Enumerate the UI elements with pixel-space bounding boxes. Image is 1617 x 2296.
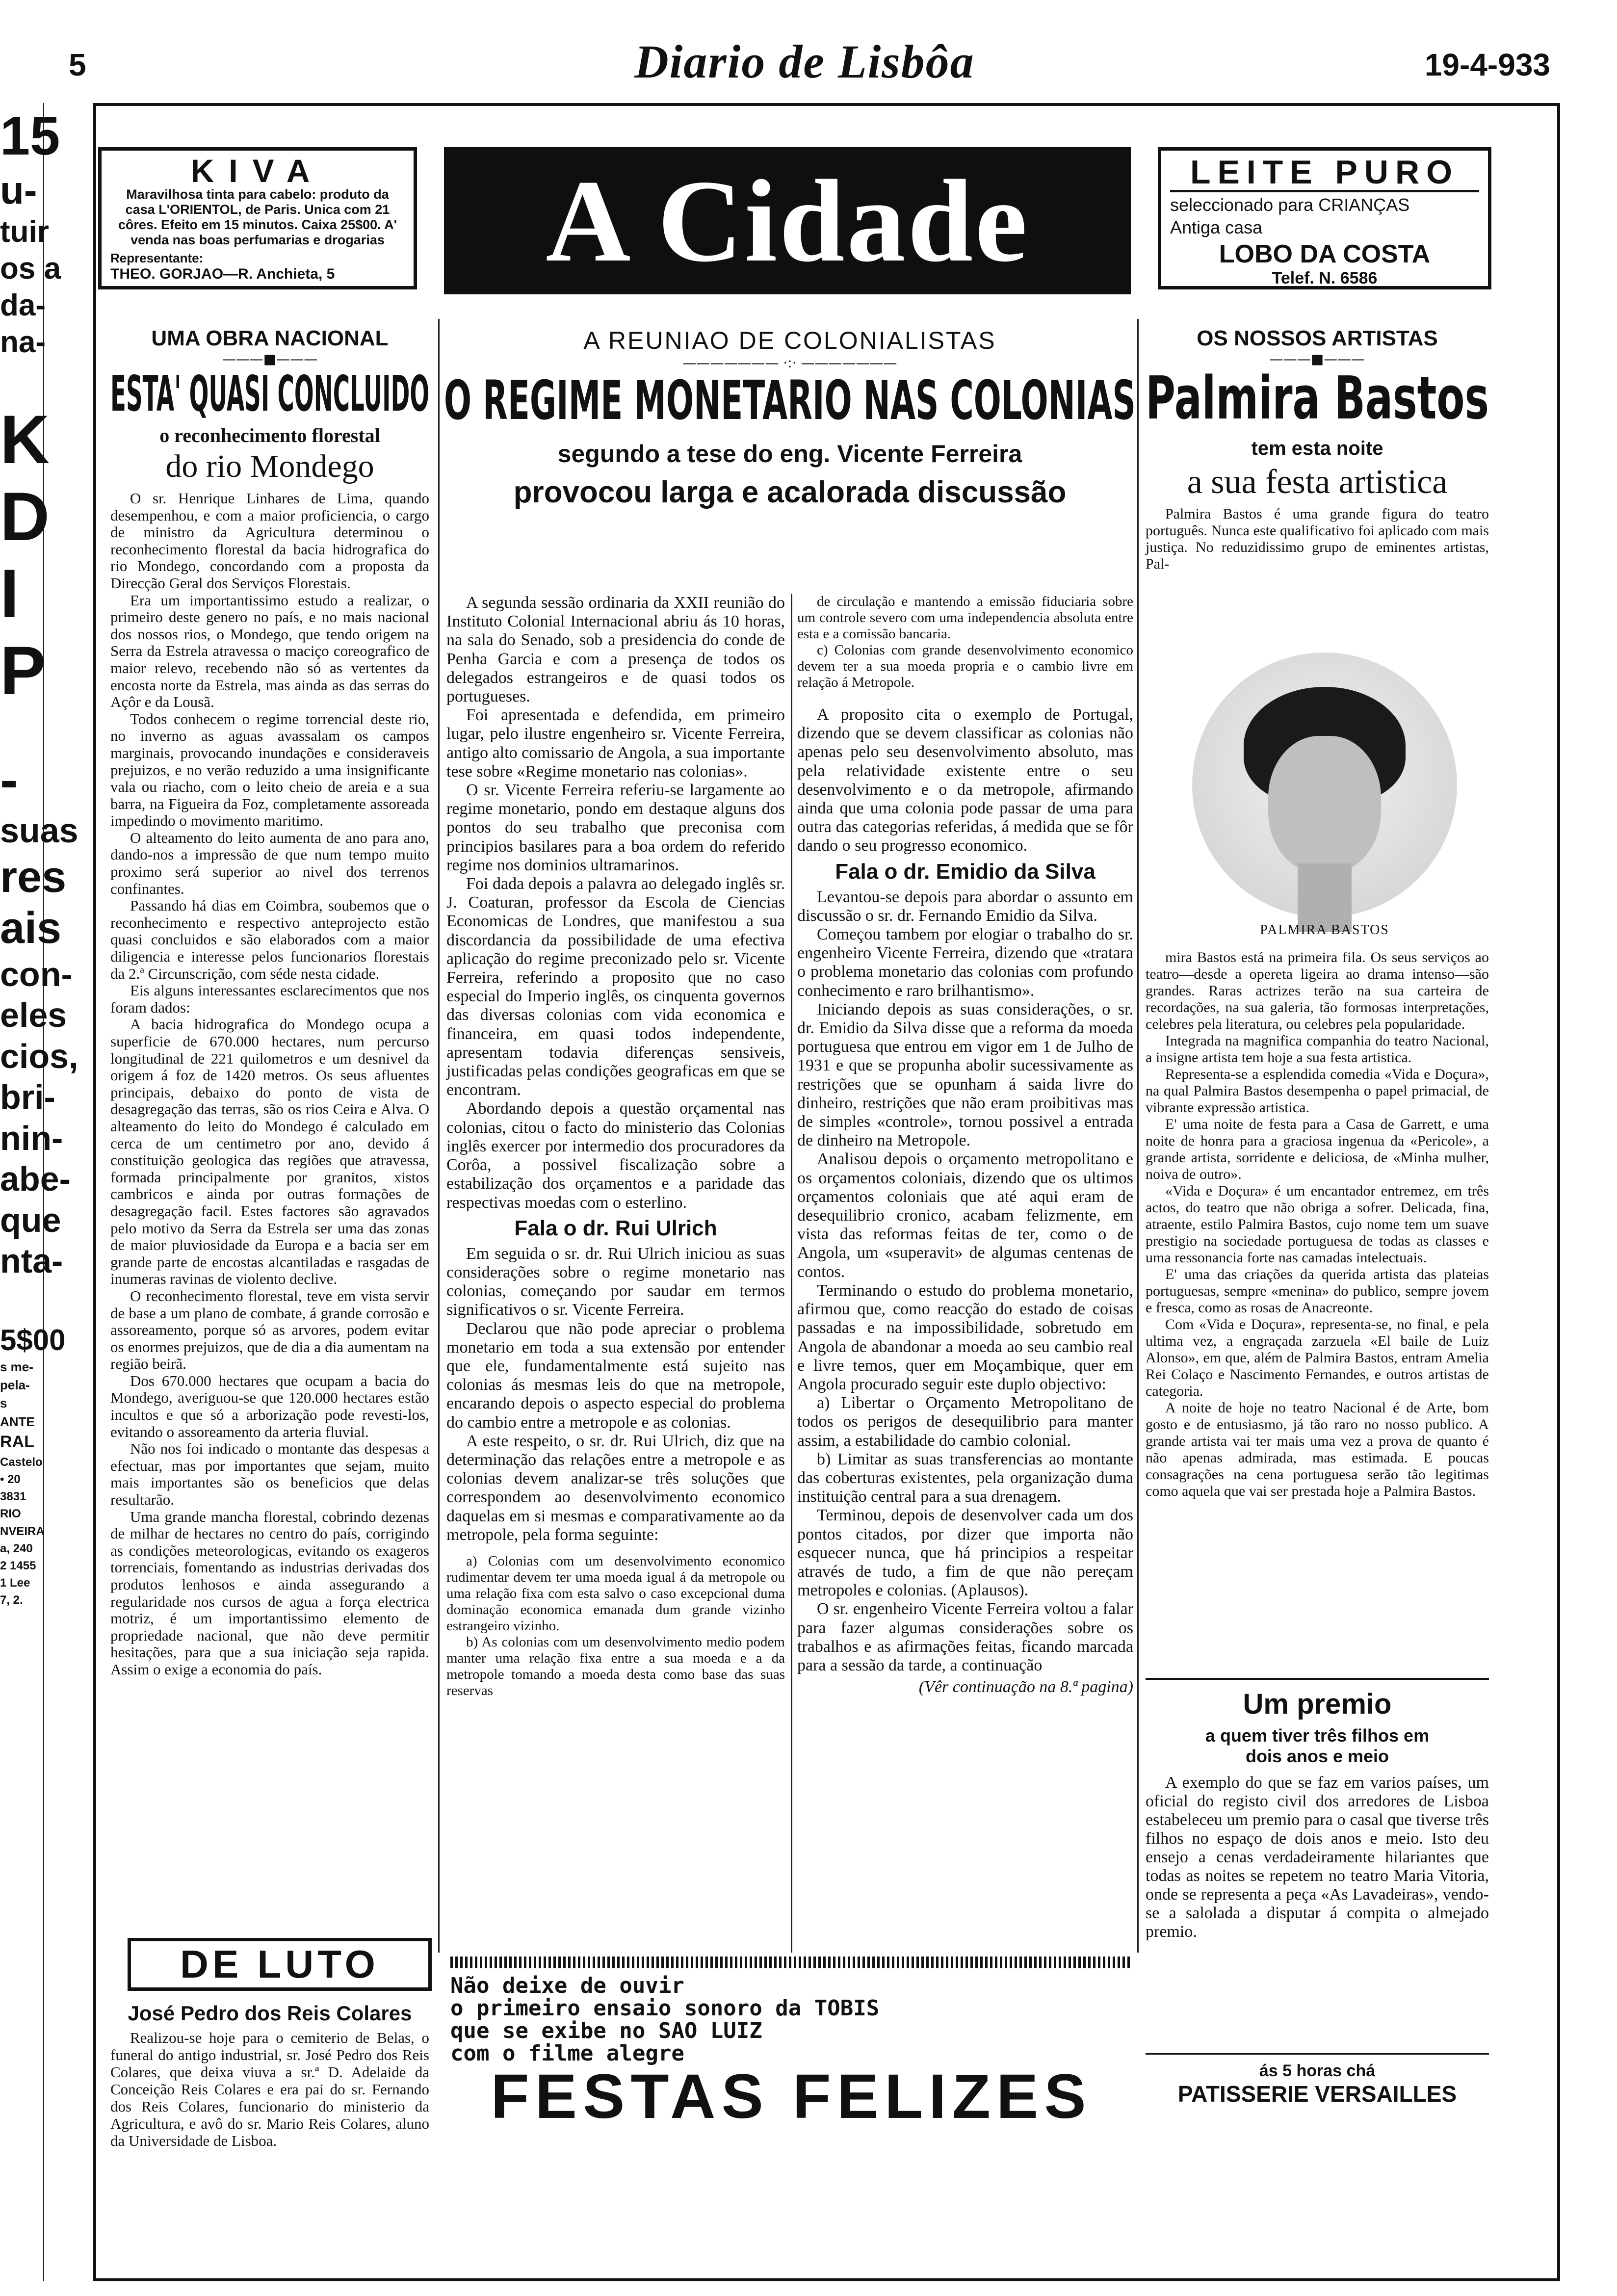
paragraph: Levantou-se depois para abordar o assunto em discussão o sr. dr. Fernando Emidio da Silva. bbox=[797, 887, 1133, 925]
col1-article bbox=[110, 326, 429, 1678]
paragraph: A segunda sessão ordinaria da XXII reunião do Instituto Colonial Internacional abriu ás 10 horas, na sala do Senado, sob a presidencia do conde de Penha Garcia e com a presença de todos os delegados estrangeiros e de quasi todos os portugueses. bbox=[446, 594, 785, 706]
strip-fragment: u- bbox=[0, 168, 37, 212]
paragraph: A bacia hidrografica do Mondego ocupa a superficie de 670.000 hectares, num percurso longitudinal de 221 quilometros e um desnivel da origem á foz de 1420 metros. Os seus afluentes principais, debaixo do ponto de vista de desagregação das terras, são os rios Ceira e Alva. O alteamento do leito do Mondego é calculado em cerca de um centimetro por ano, devido á constituição geologica das regiões que atravessa, formada principalmente por granitos, xistos cambricos e ainda por outras formações de desagregação facil. Estes factores são agravados pelo motivo da Serra da Estrela ser uma das zonas de maior pluviosidade da Europa e a bacia ser em grande parte de encostas alcantiladas e rasgadas de inumeras ravinas de violento declive. bbox=[110, 1016, 429, 1288]
leite-puro-ad bbox=[1158, 147, 1491, 289]
strip-fragment: abe- bbox=[0, 1160, 71, 1199]
paragraph: A noite de hoje no teatro Nacional é de Arte, bom gosto e de entusiasmo, já tão raro no nosso publico. A grande artista vai ter mais uma vez a prova de quanto é não apenas admirada, mas estimada. E poucas consagrações na cena portuguesa serão tão legitimas como aquela que vai ser prestada hoje a Palmira Bastos. bbox=[1146, 1400, 1489, 1499]
premio-title: Um premio bbox=[1243, 1688, 1392, 1720]
tobis-line: Não deixe de ouvir bbox=[450, 1973, 684, 1998]
premio-article bbox=[1146, 1678, 1489, 1941]
tobis-line: o primeiro ensaio sonoro da TOBIS bbox=[450, 1996, 880, 2021]
strip-fragment: - bbox=[0, 749, 18, 810]
tobis-ad bbox=[450, 1975, 1132, 2065]
paragraph: Passando há dias em Coimbra, soubemos que o reconhecimento e respectivo anteprojecto estão quasi concluidos e são elaborados com a maior diligencia e interesse pelos funcionarios florestais da 2.ª Circunscrição, com séde nesta cidade. bbox=[110, 897, 429, 982]
strip-fragment: I bbox=[0, 554, 19, 632]
strip-fragment: Castelo bbox=[0, 1455, 43, 1469]
col4-headline: Palmira Bastos bbox=[1146, 365, 1489, 433]
kiva-rep-label: Representante: bbox=[110, 251, 204, 265]
kiva-representative: THEO. GORJAO—R. Anchieta, 5 bbox=[110, 266, 335, 282]
paragraph: mira Bastos está na primeira fila. Os seus serviços ao teatro—desde a opereta ligeira ao drama intenso—são grandes. Raras actrizes terão na sua carteira de recordações, na sua galeria, tão formosas interpretações, celebres pela literatura, ou celebres pela popularidade. bbox=[1146, 949, 1489, 1032]
strip-fragment: D bbox=[0, 477, 50, 555]
strip-fragment: RIO bbox=[0, 1507, 21, 1521]
paragraph: Palmira Bastos é uma grande figura do teatro português. Nunca este qualificativo foi aplicado com mais justiça. No reduzidissimo grupo de eminentes artistas, Pal- bbox=[1146, 506, 1489, 572]
col1-subhead-large: do rio Mondego bbox=[165, 448, 374, 484]
paragraph: Era um importantissimo estudo a realizar, o primeiro deste genero no país, e no mais nacional dos nossos rios, o Mondego, que tendo origem na Serra da Estrela atravessa o maciço coreografico de maior relevo, recebendo não só as vertentes da encosta norte da Estrela, mas ainda as das serras do Açôr e da Lousã. bbox=[110, 591, 429, 711]
paragraph: Com «Vida e Doçura», representa-se, no final, e pela ultima vez, a engraçada zarzuela «El baile de Luiz Alonso», em que, além de Palmira Bastos, entram Amelia Rei Colaço e Nascimento Fernandes, e outros artistas de categoria. bbox=[1146, 1316, 1489, 1399]
strip-fragment: 3831 bbox=[0, 1490, 26, 1504]
strip-fragment: 7, 2. bbox=[0, 1593, 23, 1607]
col2-subhead-large: provocou larga e acalorada discussão bbox=[513, 475, 1067, 509]
paragraph: de circulação e mantendo a emissão fiduciaria sobre um controle severo com uma independencia absoluta entre esta e a comissão bancaria. bbox=[797, 594, 1133, 642]
adjacent-page-strip bbox=[0, 103, 78, 2281]
paragraph: Declarou que não pode apreciar o problema monetario em toda a sua extensão por entender que ele, fundamentalmente está sujeito nas colonias ás mesmas leis do que na metropole, encarando depois o aspecto especial do problema do cambio entre a metropole e as colonias. bbox=[446, 1319, 785, 1432]
strip-fragment: tuir bbox=[0, 214, 49, 249]
col4-article bbox=[1146, 326, 1489, 573]
strip-fragment: na- bbox=[0, 325, 46, 359]
col2-header bbox=[444, 326, 1136, 510]
strip-fragment: 1 Lee bbox=[0, 1576, 30, 1590]
leite-phone: Telef. N. 6586 bbox=[1272, 269, 1378, 287]
paragraph: O alteamento do leito aumenta de ano para ano, dando-nos a impressão de que num tempo muito proximo será superior ao nivel dos terrenos confinantes. bbox=[110, 829, 429, 897]
tobis-line: com o filme alegre bbox=[450, 2041, 684, 2066]
strip-fragment: da- bbox=[0, 288, 46, 322]
paragraph: A proposito cita o exemplo de Portugal, dizendo que se devem classificar as colonias não apenas pelo seu desenvolvimento absoluto, mas pela relatividade existente entre o seu desenvolvimento e o da metropole, afirmando ainda que uma colonia pode passar de uma para outra das categorias referidas, á medida que se fôr dando o seu progresso economico. bbox=[797, 705, 1133, 855]
premio-subhead-2: dois anos e meio bbox=[1245, 1746, 1389, 1766]
paragraph: a) Colonias com um desenvolvimento economico rudimentar devem ter uma moeda igual á da metropole ou uma relação fixa com esta salvo o caso excepcional duma dominação economica emanada dum grande vizinho estrangeiro vizinho. bbox=[446, 1553, 785, 1634]
paragraph: Em seguida o sr. dr. Rui Ulrich iniciou as suas considerações sobre o regime monetario nas colonias, começando por saudar em termos significativos o sr. Vicente Ferreira. bbox=[446, 1244, 785, 1319]
col1-headline: ESTA' QUASI CONCLUIDO bbox=[110, 365, 430, 422]
paragraph: a) Libertar o Orçamento Metropolitano de todos os perigos de desequilibrio para manter assim, a estabilidade do cambio colonial. bbox=[797, 1394, 1133, 1450]
col3-section-heading: Fala o dr. Emidio da Silva bbox=[835, 859, 1095, 884]
patisserie-line: ás 5 horas chá bbox=[1259, 2061, 1376, 2080]
paragraph: Terminando o estudo do problema monetario, afirmou que, como reacção do estado de coisas passadas e na impossibilidade, sobretudo em Angola de abandonar a moeda ao seu cambio real e livre temos, quer em Moçambique, quer em Angola procurado seguir este duplo objectivo: bbox=[797, 1281, 1133, 1393]
patisserie-ad bbox=[1146, 2053, 1489, 2107]
strip-fragment: P bbox=[0, 631, 46, 709]
strip-fragment: eles bbox=[0, 996, 67, 1035]
col4-subhead: tem esta noite bbox=[1251, 438, 1383, 459]
strip-fragment: suas bbox=[0, 811, 78, 850]
strip-fragment: con- bbox=[0, 955, 73, 993]
col2-headline: O REGIME MONETARIO NAS COLONIAS bbox=[444, 369, 1136, 432]
col4-subhead-large: a sua festa artistica bbox=[1187, 463, 1448, 501]
strip-fragment bbox=[0, 726, 43, 747]
col4-intro bbox=[1146, 506, 1489, 573]
col1-kicker: UMA OBRA NACIONAL bbox=[151, 326, 389, 350]
strip-fragment: bri- bbox=[0, 1078, 55, 1117]
paragraph: O sr. Vicente Ferreira referiu-se largamente ao regime monetario, pondo em destaque alguns dos pontos do seu trabalho que preconisa com principios basilares para a boa ordem do referido regime nos dominios ultramarinos. bbox=[446, 781, 785, 874]
paragraph: Eis alguns interessantes esclarecimentos que nos foram dados: bbox=[110, 982, 429, 1016]
portrait-photo bbox=[1192, 652, 1457, 917]
paragraph: c) Colonias com grande desenvolvimento economico devem ter a sua moeda propria e o cambio livre em relação á Metropole. bbox=[797, 642, 1133, 690]
obituary bbox=[110, 2002, 429, 2149]
paragraph: E' uma das criações da querida artista das plateias portuguesas, sempre «menina» do publico, sempre jovem e fresca, como as rosas de Anacreonte. bbox=[1146, 1266, 1489, 1316]
continuation-note: (Vêr continuação na 8.ª pagina) bbox=[918, 1678, 1133, 1696]
col2-body bbox=[446, 594, 785, 1699]
premio-subhead: a quem tiver três filhos em bbox=[1205, 1725, 1430, 1746]
paragraph: Representa-se a esplendida comedia «Vida e Doçura», na qual Palmira Bastos desempenha o papel primacial, de vibrante expressão artistica. bbox=[1146, 1066, 1489, 1116]
festas-felizes-title: FESTAS FELIZES bbox=[491, 2061, 1092, 2132]
obituary-text bbox=[110, 2029, 429, 2149]
strip-fragment: os a bbox=[0, 251, 61, 286]
paragraph: Terminou, depois de desenvolver cada um dos pontos citados, por dizer que importa não esquecer nunca, que há principios a respeitar através de tudo, a fim de que não pereçam metropoles e colonias. (Aplausos). bbox=[797, 1506, 1133, 1600]
a-cidade-ad bbox=[444, 147, 1131, 294]
strip-fragment: 15 bbox=[0, 106, 60, 166]
kiva-description: Maravilhosa tinta para cabelo: produto da casa L'ORIENTOL, de Paris. Unica com 21 côres. Efeito em 15 minutos. Caixa 25$00. A' venda nas boas perfumarias e drogarias bbox=[118, 187, 397, 247]
leite-line1: seleccionado para CRIANÇAS bbox=[1170, 195, 1410, 215]
patisserie-name: PATISSERIE VERSAILLES bbox=[1177, 2081, 1457, 2107]
strip-fragment: NVEIRA bbox=[0, 1524, 45, 1538]
paragraph: O reconhecimento florestal, teve em vista servir de base a um plano de combate, á grande corrosão e assoreamento, porque só as arvores, podem evitar os enormes prejuizos, que de dia a dia aumentam na região beirã. bbox=[110, 1287, 429, 1373]
a-cidade-title: A Cidade bbox=[546, 156, 1029, 286]
paragraph: Foi apresentada e defendida, em primeiro lugar, pelo ilustre engenheiro sr. Vicente Ferreira, antigo alto comissario de Angola, a sua importante tese sobre «Regime monetario nas colonias». bbox=[446, 706, 785, 781]
paragraph: A exemplo do que se faz em varios países, um oficial do registo civil dos arredores de Lisboa estabeleceu um premio para o casal que tiverse três filhos no espaço de dois anos e meio. Isto deu ensejo a cenas verdadeiramente hilariantes que todas as noites se repetem no teatro Maria Vitoria, onde se representa a peça «As Lavadeiras», vendo-se a salolada a disputar á compita o almejado premio. bbox=[1146, 1774, 1489, 1941]
strip-fragment: res bbox=[0, 852, 67, 902]
column-rule bbox=[1137, 319, 1139, 1953]
paragraph: Integrada na magnifica companhia do teatro Nacional, a insigne artista tem hoje a sua festa artistica. bbox=[1146, 1033, 1489, 1066]
strip-fragment: pela- bbox=[0, 1378, 30, 1393]
strip-fragment: ais bbox=[0, 904, 62, 953]
strip-fragment: K bbox=[0, 400, 50, 478]
paragraph: Foi dada depois a palavra ao delegado inglês sr. J. Coaturan, professor da Escola de Ciencias Economicas de Londres, que manifestou a sua discordancia da possibilidade de uma efectiva aplicação do regime preconizado pelo sr. Vicente Ferreira, referindo a proposito que no caso especial do Imperio inglês, os cinquenta governos das diversas colonias com vida economica e financeira, em quasi todos independente, apresentam todavia diferenças sensiveis, justificadas pelas condições geograficas em que se encontram. bbox=[446, 875, 785, 1099]
paragraph: Iniciando depois as suas considerações, o sr. dr. Emidio da Silva disse que a reforma da moeda portuguesa que entrou em vigor em 1 de Julho de 1931 e que se propunha abolir sucessivamente as restrições que se opunham á saida livre do dinheiro, restrições que não eram proibitivas mas de simples «controle», tornou possivel a entrada de dinheiro na Metropole. bbox=[797, 1000, 1133, 1150]
strip-fragment: nta- bbox=[0, 1242, 63, 1280]
strip-fragment: • 20 bbox=[0, 1472, 21, 1486]
col4-body bbox=[1146, 949, 1489, 1500]
paragraph: E' uma noite de festa para a Casa de Garrett, e uma noite de honra para a graciosa ingenua da «Pericole», a grande artista, sorridente e deliciosa, de «Minha mulher, noiva de outro». bbox=[1146, 1116, 1489, 1182]
paragraph: Dos 670.000 hectares que ocupam a bacia do Mondego, averiguou-se que 120.000 hectares estão incultos e que só a arborização pode revesti-los, evitando o assoreamento da arteria fluvial. bbox=[110, 1372, 429, 1440]
leite-line2: Antiga casa bbox=[1170, 217, 1263, 237]
paragraph: b) Limitar as suas transferencias ao montante das coberturas existentes, pela organização duma instituição central para a sua drenagem. bbox=[797, 1450, 1133, 1506]
paragraph: Não nos foi indicado o montante das despesas a efectuar, mas por importantes que sejam, muito mais importantes são os beneficios que delas resultarão. bbox=[110, 1440, 429, 1509]
paragraph: A este respeito, o sr. dr. Rui Ulrich, diz que na determinação das relações entre a metropole e as colonias devem analizar-se três soluções que correspondem ao desenvolvimento economico daquelas em si mesmas e comparativamente ao da metropole, pela forma seguinte: bbox=[446, 1432, 785, 1544]
tobis-line: que se exibe no SAO LUIZ bbox=[450, 2018, 762, 2043]
ornament: ———■——— bbox=[1269, 351, 1365, 367]
ornament: ——————— ·:· ——————— bbox=[682, 355, 897, 371]
paragraph: Começou tambem por elogiar o trabalho do sr. engenheiro Vicente Ferreira, dizendo que «tratara o problema monetario das colonias com profundo conhecimento e raro brilhantismo». bbox=[797, 925, 1133, 1000]
paragraph: Analisou depois o orçamento metropolitano e os orçamentos coloniais, dizendo que os ultimos orçamentos coloniais que até aqui eram de desequilibrio cronico, acabam felizmente, em vista das reformas feitas de ter, como o de Angola, um «superavit» de algumas centenas de contos. bbox=[797, 1150, 1133, 1281]
leite-title: LEITE PURO bbox=[1170, 155, 1479, 192]
issue-date: 19-4-933 bbox=[1424, 47, 1550, 82]
paragraph: Realizou-se hoje para o cemiterio de Belas, o funeral do antigo industrial, sr. José Pedro dos Reis Colares, que deixa viuva a sr.ª D. Adelaide da Conceição Reis Colares e era pai do sr. Fernando dos Reis Colares, funcionario do ministerio da Agricultura, e avô do sr. Mario Reis Colares, aluno da Universidade de Lisboa. bbox=[110, 2029, 429, 2149]
page-number: 5 bbox=[69, 47, 86, 82]
premio-text bbox=[1146, 1774, 1489, 1941]
strip-fragment: 2 1455 bbox=[0, 1559, 36, 1572]
strip-fragment: que bbox=[0, 1200, 61, 1239]
kiva-ad bbox=[98, 147, 417, 289]
strip-fragment: s me- bbox=[0, 1359, 33, 1374]
paragraph: b) As colonias com um desenvolvimento medio podem manter uma relação fixa entre a sua moeda e a da metropole tomando a moeda desta como base das suas reservas bbox=[446, 1634, 785, 1698]
de-luto-box: DE LUTO bbox=[128, 1938, 432, 1991]
paragraph: Abordando depois a questão orçamental nas colonias, citou o facto do ministerio das Colonias inglês exercer por intermedio dos procuradores da Corôa, a possivel fiscalização sobre a estabilização dos orçamentos e a paridade das respectivas moedas com o esterlino. bbox=[446, 1099, 785, 1212]
col2-subhead: segundo a tese do eng. Vicente Ferreira bbox=[557, 440, 1022, 468]
paragraph: Uma grande mancha florestal, cobrindo dezenas de milhar de hectares no centro do país, corrigindo as condições meteorologicas, evitando os exageros torrenciais, fomentando as industrias derivadas dos produtos lenhosos e ainda assegurando a regularidade nos cursos de agua a força electrica motriz, é um importantissimo elemento de propriedade nacional, que não deve permitir hesitações, para que a sua iniciação seja rapida. Assim o exige a economia do país. bbox=[110, 1508, 429, 1678]
col2-section-heading: Fala o dr. Rui Ulrich bbox=[514, 1216, 717, 1240]
decorative-rule bbox=[450, 1957, 1132, 1968]
obituary-name: José Pedro dos Reis Colares bbox=[128, 2002, 412, 2025]
column-rule bbox=[791, 594, 792, 1953]
ornament: ———■——— bbox=[222, 351, 318, 367]
paragraph: O sr. Henrique Linhares de Lima, quando desempenhou, e com a maior proficiencia, o cargo de ministro da Agricultura determinou o reconhecimento florestal da bacia hidrografica do rio Mondego, concordando com a proposta da Direcção Geral dos Serviços Florestais. bbox=[110, 490, 429, 592]
paragraph: O sr. engenheiro Vicente Ferreira voltou a falar para fazer algumas considerações sobre os trabalhos e as afirmações feitas, ficando marcada para a sessão da tarde, a continuação bbox=[797, 1600, 1133, 1674]
paragraph: Todos conhecem o regime torrencial deste rio, no inverno as aguas avassalam os campos marginais, provocando inundações e consideraveis prejuizos, e no verão reduzido a uma insignificante vala ou riacho, com o leito cheio de areia e a sua barra, na Figueira da Foz, completamente assoreada impedindo o movimento maritimo. bbox=[110, 710, 429, 830]
kiva-title: KIVA bbox=[190, 153, 325, 189]
strip-fragment: s bbox=[0, 1396, 7, 1411]
column-rule bbox=[438, 319, 440, 1953]
strip-fragment: ANTE bbox=[0, 1414, 35, 1429]
photo-caption: PALMIRA BASTOS bbox=[1260, 922, 1389, 938]
strip-fragment bbox=[0, 378, 43, 398]
col3-body bbox=[797, 594, 1133, 1696]
paragraph: «Vida e Doçura» é um encantador entremez, em três actos, do teatro que não obriga a sofrer. Delicada, fina, atraente, estilo Palmira Bastos, cujo nome tem um suave prestigio na sociedade portuguesa de todas as classes e uma ressonancia forte nas camadas intelectuais. bbox=[1146, 1183, 1489, 1266]
strip-fragment: RAL bbox=[0, 1433, 34, 1452]
col4-kicker: OS NOSSOS ARTISTAS bbox=[1197, 326, 1438, 350]
strip-fragment bbox=[0, 1299, 43, 1320]
col2-kicker: A REUNIAO DE COLONIALISTAS bbox=[583, 327, 996, 354]
strip-fragment: 5$00 bbox=[0, 1323, 66, 1357]
leite-name: LOBO DA COSTA bbox=[1219, 240, 1431, 268]
strip-fragment: nin- bbox=[0, 1119, 63, 1157]
newspaper-name: Diario de Lisbôa bbox=[634, 35, 975, 88]
col1-body bbox=[110, 490, 429, 1678]
strip-fragment: cios, bbox=[0, 1037, 78, 1075]
strip-fragment: a, 240 bbox=[0, 1541, 33, 1555]
col1-subhead: o reconhecimento florestal bbox=[159, 424, 380, 446]
